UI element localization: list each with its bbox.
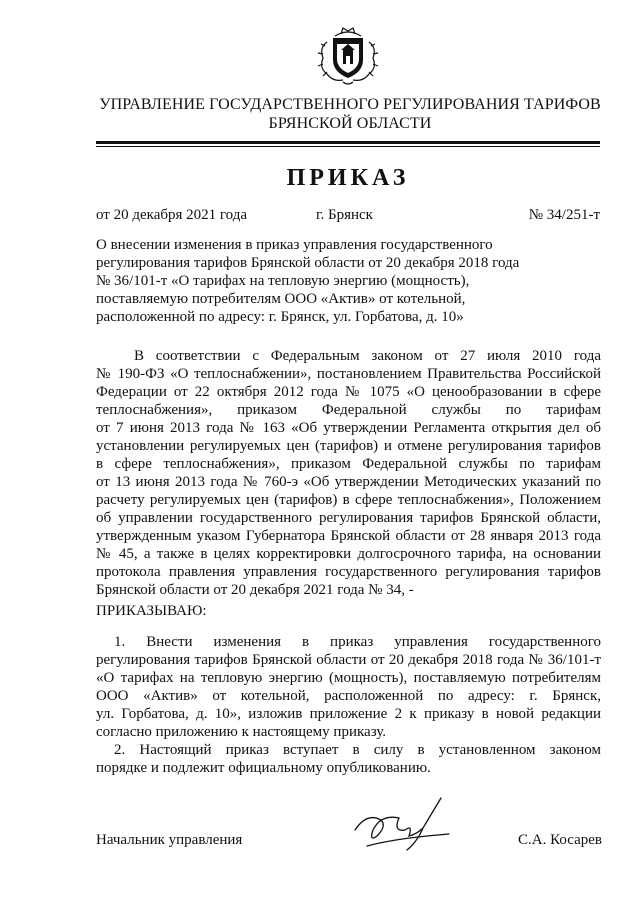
subject-line: № 36/101-т «О тарифах на тепловую энергию (мощность),: [96, 273, 470, 289]
preamble-line: № 45, а также в целях корректировки долгосрочного тарифа, на основании: [96, 546, 601, 562]
preamble-line: установлении регулируемых цен (тарифов) и отмене регулирования тарифов: [96, 438, 601, 454]
header-divider-thick: [96, 141, 600, 144]
order-item-line: регулирования тарифов Брянской области от 20 декабря 2018 года № 36/101-т: [96, 652, 601, 668]
preamble-line: Федерации от 22 октября 2012 года № 1075 «О ценообразовании в сфере: [96, 384, 601, 400]
preamble-line: об управлении государственного регулирования тарифов Брянской области,: [96, 510, 601, 526]
preamble-line: теплоснабжения», приказом Федеральной службы по тарифам: [96, 402, 601, 418]
document-number: № 34/251-т: [528, 207, 600, 223]
signatory-title: Начальник управления: [96, 832, 243, 848]
preamble-line: от 7 июня 2013 года № 163 «Об утверждении Регламента открытия дел об: [96, 420, 601, 436]
order-directive: ПРИКАЗЫВАЮ:: [96, 603, 207, 619]
document-date: от 20 декабря 2021 года: [96, 207, 248, 223]
coat-of-arms-emblem: [313, 24, 383, 88]
preamble-line: расчету регулируемых цен (тарифов) в сфере теплоснабжения», Положением: [96, 492, 601, 508]
subject-line: регулирования тарифов Брянской области от 20 декабря 2018 года: [96, 255, 520, 271]
order-item-line: порядке и подлежит официальному опубликованию.: [96, 760, 431, 776]
preamble-line: Брянской области от 20 декабря 2021 года № 34, -: [96, 582, 414, 598]
preamble-line: в сфере теплоснабжения», приказом Федеральной службы по тарифам: [96, 456, 601, 472]
preamble-line: В соответствии с Федеральным законом от 27 июля 2010 года: [134, 348, 601, 364]
handwritten-signature: [347, 790, 457, 862]
subject-line: О внесении изменения в приказ управления государственного: [96, 237, 493, 253]
order-item-line: согласно приложению к настоящему приказу.: [96, 724, 387, 740]
preamble-line: протокола правления управления государственного регулирования тарифов: [96, 564, 601, 580]
document-subject: [96, 236, 520, 326]
order-items: [96, 633, 601, 777]
agency-name-line-2: БРЯНСКОЙ ОБЛАСТИ: [268, 115, 432, 132]
order-item-line: 1. Внести изменения в приказ управления государственного: [114, 634, 601, 650]
agency-name-line-1: УПРАВЛЕНИЕ ГОСУДАРСТВЕННОГО РЕГУЛИРОВАНИЯ ТАРИФОВ: [99, 96, 601, 113]
order-item-line: ул. Горбатова, д. 10», изложив приложение 2 к приказу в новой редакции: [96, 706, 601, 722]
order-item-line: ООО «Актив» от котельной, расположенной по адресу: г. Брянск,: [96, 688, 601, 704]
order-item-line: 2. Настоящий приказ вступает в силу в установленном законом: [114, 742, 601, 758]
order-item-line: «О тарифах на тепловую энергию (мощность), поставляемую потребителям: [96, 670, 601, 686]
document-title: ПРИКАЗ: [286, 165, 410, 191]
preamble-line: утвержденным указом Губернатора Брянской области от 28 января 2013 года: [96, 528, 601, 544]
preamble-line: от 13 июня 2013 года № 760-э «Об утверждении Методических указаний по: [96, 474, 601, 490]
preamble-line: № 190-ФЗ «О теплоснабжении», постановлением Правительства Российской: [96, 366, 601, 382]
subject-line: поставляемую потребителям ООО «Актив» от котельной,: [96, 291, 466, 307]
subject-line: расположенной по адресу: г. Брянск, ул. Горбатова, д. 10»: [96, 309, 464, 325]
header-divider-thin: [96, 146, 600, 147]
preamble-paragraph: [96, 347, 601, 599]
signatory-name: С.А. Косарев: [518, 832, 602, 848]
document-city: г. Брянск: [316, 207, 373, 223]
